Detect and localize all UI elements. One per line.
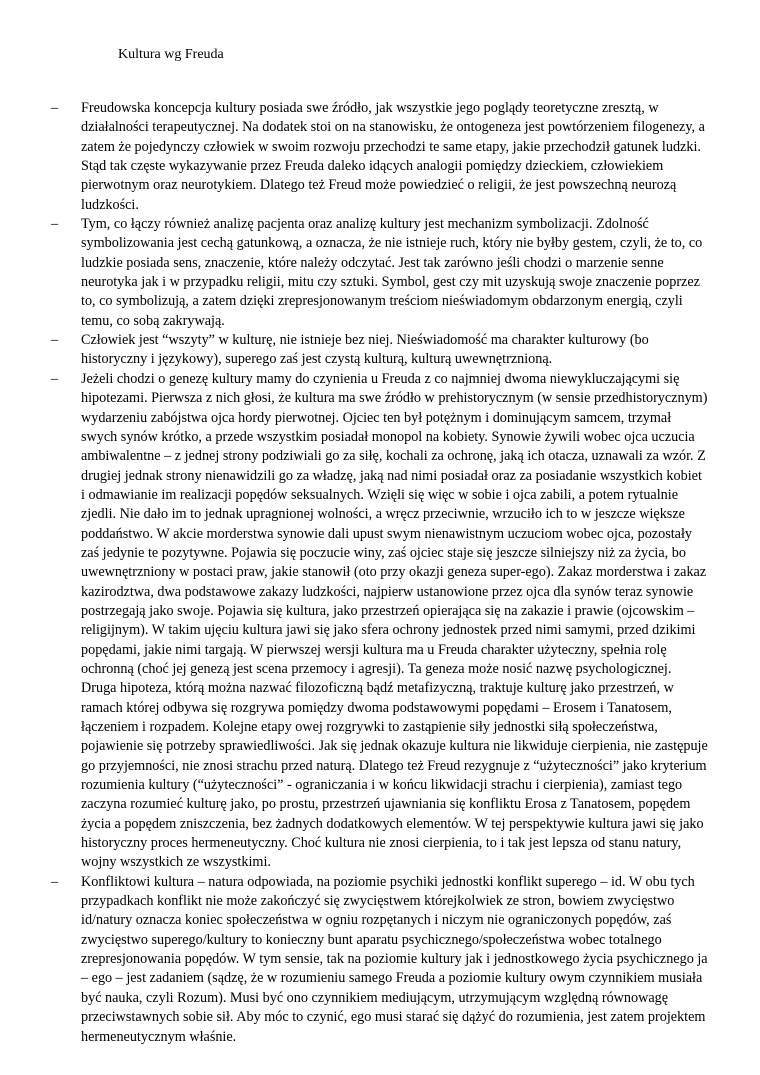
bullet-dash: – [51,216,59,233]
bullet-dash: – [51,100,59,116]
paragraph-text: Freudowska koncepcja kultury posiada swe źródło, jak wszystkie jego poglądy teoretyczne zresztą, w działalności terapeutycznej. Na dodatek stoi on na stanowisku, że ontogeneza jest powtórzeniem filogenezy, a zatem że pojedynczy człowiek w swoim rozwoju przechodzi te same etapy, jakie przechodził gatunek ludzki. Stąd tak częste wykazywanie przez Freuda daleko idących analogii pomiędzy dzieckiem, człowiekiem pierwotnym oraz neurotykiem. Dlatego też Freud może powiedzieć o religii, że jest powszechną neurozą ludzkości. [81,100,705,213]
document-title: Kultura wg Freuda [118,47,224,62]
paragraph-text: Człowiek jest “wszyty” w kulturę, nie istnieje bez niej. Nieświadomość ma charakter kulturowy (bo historyczny i językowy), superego zaś jest czystą kulturą, kulturą uwewnętrznioną. [81,332,649,368]
bullet-dash: – [51,332,59,349]
bullet-list [0,99,760,1047]
paragraph-text: Konfliktowi kultura – natura odpowiada, na poziomie psychiki jednostki konflikt superego – id. W obu tych przypadkach konflikt nie może zakończyć się zwycięstwem którejkolwiek ze stron, bowiem zwycięstwo id/natury oznacza koniec społeczeństwa w ogniu rozpętanych i niczym nie ograniczonych popędów, zaś zwycięstwo superego/kultury to konieczny bunt aparatu psychicznego/społeczeństwa wobec totalnego zrepresjonowania popędów. W tym sensie, tak na poziomie kultury jak i jednostkowego życia psychicznego ja – ego – jest zadaniem (sądzę, że w rozumieniu samego Freuda a poziomie kultury owym czynnikiem musiała być nauka, czyli Rozum). Musi być ono czynnikiem mediującym, utrzymującym względną równowagę przeciwstawnych sobie sił. Aby móc to czynić, ego musi starać się dążyć do rozumienia, jest zatem projektem hermeneutycznym właśnie. [81,873,708,1045]
list-item [0,370,760,873]
list-item [0,99,760,215]
bullet-dash: – [51,873,59,890]
paragraph-text: Tym, co łączy również analizę pacjenta oraz analizę kultury jest mechanizm symbolizacji. Zdolność symbolizowania jest cechą gatunkową, a oznacza, że nie istnieje ruch, który nie byłby gestem, czyli, że to, co ludzkie posiada sens, znaczenie, które należy odczytać. Jest tak zarówno jeśli chodzi o marzenie senne neurotyka jak i w przypadku religii, mitu czy sztuki. Symbol, gest czy mit uzyskują swoje znaczenie poprzez to, co symbolizują, a zatem dzięki zrepresjonowanym treściom nieświadomym obdarzonym energią, czyli temu, co sobą zakrywają. [81,216,703,329]
list-item [0,873,760,1047]
list-item [0,331,760,370]
paragraph-text: Jeżeli chodzi o genezę kultury mamy do czynienia u Freuda z co najmniej dwoma niewykluczającymi się hipotezami. Pierwsza z nich głosi, że kultura ma swe źródło w prehistorycznym (w sensie przedhistorycznym) wydarzeniu zabójstwa ojca hordy pierwotnej. Ojciec ten był potężnym i dominującym samcem, trzymał swych synów krótko, a przede wszystkim posiadał monopol na kobiety. Synowie żywili wobec ojca uczucia ambiwalentne – z jednej strony podziwiali go za siłę, kochali za ochronę, jaką ich otacza, uznawali za wzór. Z drugiej jednak strony nienawidzili go za władzę, jaką nad nimi posiadał oraz za posiadanie wszystkich kobiet i odmawianie im realizacji popędów seksualnych. Wzięli się więc w sobie i ojca zabili, a potem rytualnie zjedli. Nie dało im to jednak upragnionej wolności, a wręcz przeciwnie, wrzuciło ich to w jeszcze większe poddaństwo. W akcie morderstwa synowie dali upust swym nienawistnym uczuciom wobec ojca, pozostały zaś jedynie te pozytywne. Pojawia się poczucie winy, zaś ojciec staje się jeszcze silniejszy niż za życia, bo uwewnętrzniony w postaci praw, jakie stanowił (oto przy okazji geneza super-ego). Zakaz morderstwa i zakaz kazirodztwa, dwa podstawowe zakazy ludzkości, najpierw ustanowione przez ojca dla synów teraz synowie postrzegają jako swoje. Pojawia się kultura, jako przestrzeń opierająca się na zakazie i prawie (ojcowskim – religijnym). W takim ujęciu kultura jawi się jako sfera ochrony jednostek przed nimi samymi, przed dzikimi popędami, jakie nimi targają. W pierwszej wersji kultura ma u Freuda charakter użyteczny, spełnia rolę ochronną (choć jej genezą jest scena przemocy i agresji). Ta geneza może nosić nazwę psychologicznej. Druga hipoteza, którą można nazwać filozoficzną bądź metafizyczną, traktuje kulturę jako przestrzeń, w ramach której odbywa się rozgrywa pomiędzy dwoma podstawowymi popędami – Erosem i Tanatosem, łączeniem i rozpadem. Kolejne etapy owej rozgrywki to zastąpienie siły jednostki siłą społeczeństwa, pojawienie się potrzeby sprawiedliwości. Jak się jednak okazuje kultura nie likwiduje cierpienia, nie zastępuje go przyjemności, nie znosi strachu przed naturą. Dlatego też Freud rezygnuje z “użyteczności” jako kryterium rozumienia kultury (“użyteczności” - ograniczania i w końcu likwidacji strachu i cierpienia), zamiast tego zaczyna rozumieć kulturę jako, po prostu, przestrzeń ujawniania się konfliktu Erosa z Tanatosem, popędem życia a popędem zniszczenia, bez żadnych dodatkowych elementów. W tej perspektywie kultura jawi się jako historyczny proces hermeneutyczny. Choć kultura nie znosi cierpienia, to i tak jest lepsza od stanu natury, wojny wszystkich ze wszystkimi. [81,370,708,871]
list-item [0,215,760,331]
bullet-dash: – [51,370,59,387]
